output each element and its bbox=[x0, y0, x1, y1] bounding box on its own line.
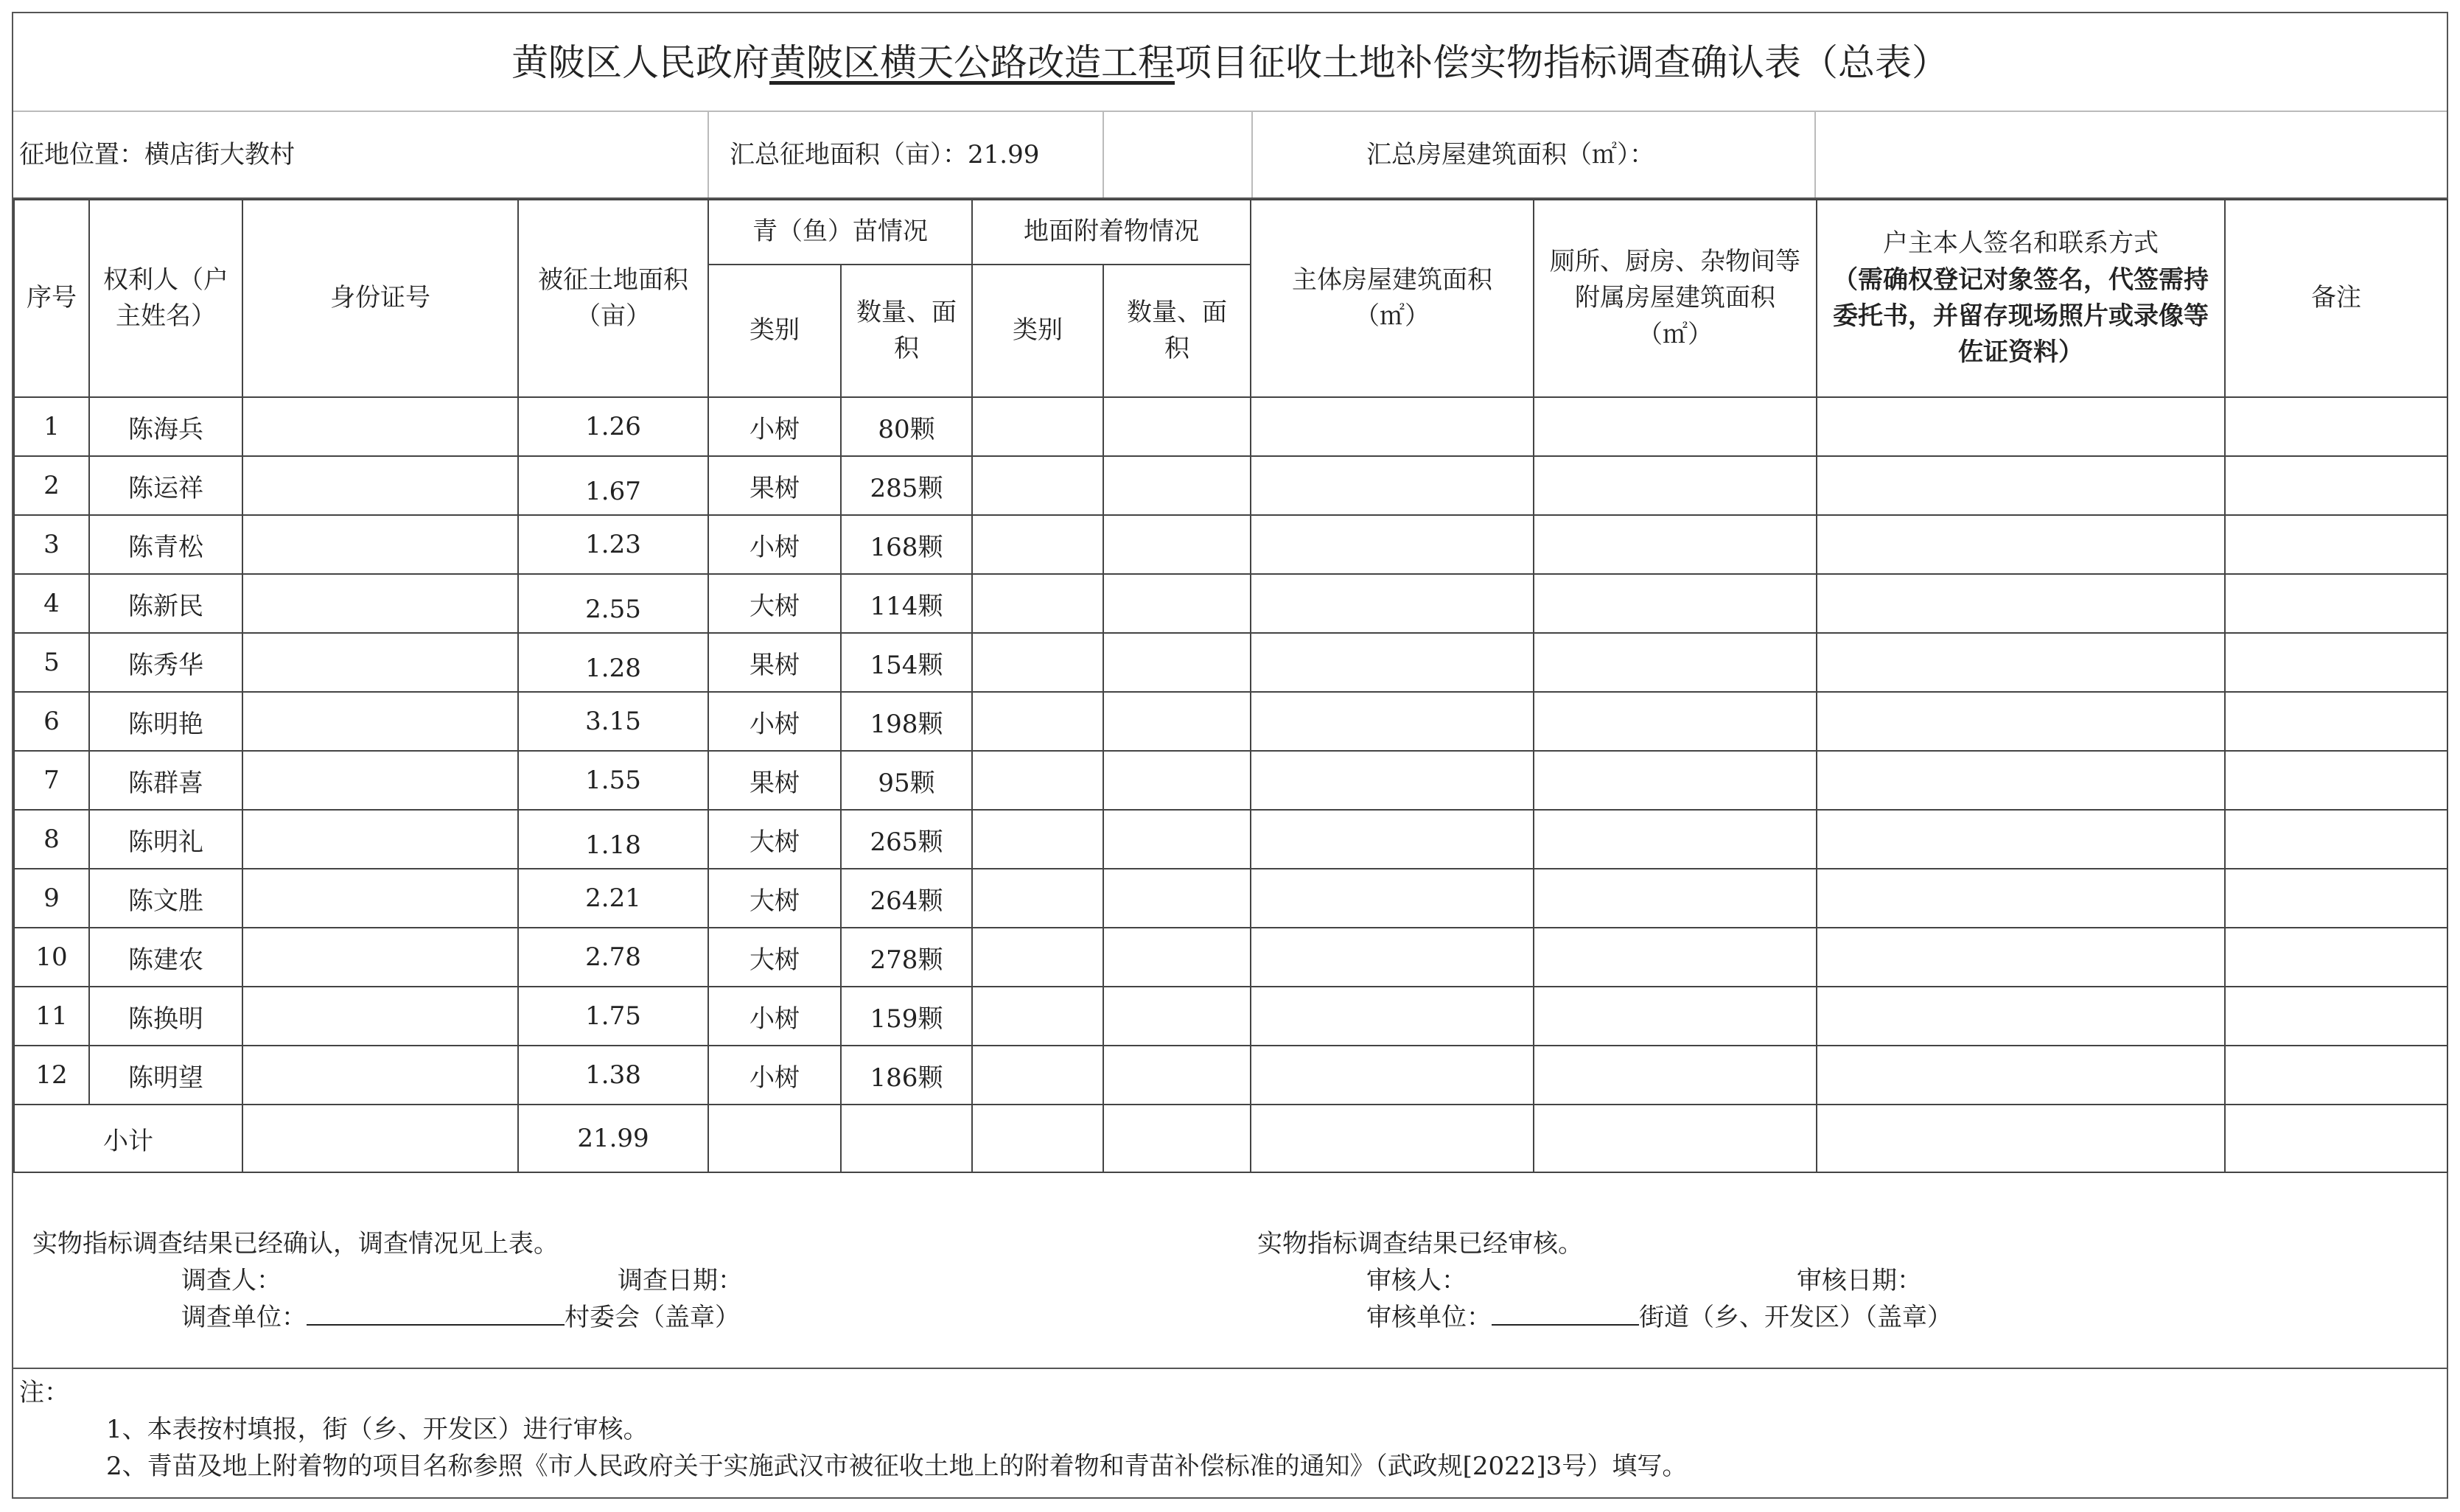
survey-unit-label: 调查单位： bbox=[181, 1303, 307, 1332]
row-id-number bbox=[242, 633, 518, 692]
col-header-no: 序号 bbox=[14, 200, 89, 397]
row-seedling-qty: 80颗 bbox=[841, 397, 972, 456]
land-compensation-table bbox=[13, 199, 2448, 1173]
row-main-house-area bbox=[1251, 869, 1534, 928]
row-no: 2 bbox=[14, 456, 89, 515]
row-owner-name: 陈海兵 bbox=[89, 397, 242, 456]
table-row bbox=[14, 1046, 2447, 1105]
row-no: 9 bbox=[14, 869, 89, 928]
col-header-seedling-qty: 数量、面积 bbox=[841, 265, 972, 397]
row-land-area: 2.55 bbox=[518, 574, 708, 633]
row-signature bbox=[1817, 928, 2225, 987]
row-no: 4 bbox=[14, 574, 89, 633]
total-building-area: 汇总房屋建筑面积（㎡）： bbox=[1366, 140, 1654, 169]
table-row bbox=[14, 928, 2447, 987]
row-id-number bbox=[242, 1046, 518, 1105]
row-attach-qty bbox=[1103, 633, 1251, 692]
row-aux-house-area bbox=[1534, 1046, 1817, 1105]
row-land-area: 1.23 bbox=[518, 515, 708, 574]
row-land-area: 2.78 bbox=[518, 928, 708, 987]
row-attach-kind bbox=[972, 633, 1103, 692]
row-signature bbox=[1817, 574, 2225, 633]
row-owner-name: 陈群喜 bbox=[89, 751, 242, 810]
table-row bbox=[14, 810, 2447, 869]
review-unit-field bbox=[1366, 1297, 1952, 1333]
row-land-area: 1.38 bbox=[518, 1046, 708, 1105]
row-seedling-qty: 95颗 bbox=[841, 751, 972, 810]
notes-section bbox=[13, 1369, 2447, 1499]
row-aux-house-area bbox=[1534, 456, 1817, 515]
col-header-seedling-kind: 类别 bbox=[708, 265, 841, 397]
col-header-seedling: 青（鱼）苗情况 bbox=[708, 200, 972, 265]
row-land-area: 1.67 bbox=[518, 456, 708, 515]
row-remark bbox=[2225, 928, 2447, 987]
title-prefix: 黄陂区人民政府 bbox=[511, 41, 769, 84]
row-aux-house-area bbox=[1534, 869, 1817, 928]
row-attach-kind bbox=[972, 515, 1103, 574]
subtotal-label: 小计 bbox=[14, 1105, 242, 1172]
row-no: 11 bbox=[14, 987, 89, 1046]
row-owner-name: 陈文胜 bbox=[89, 869, 242, 928]
table-row bbox=[14, 515, 2447, 574]
row-no: 6 bbox=[14, 692, 89, 751]
row-attach-kind bbox=[972, 869, 1103, 928]
row-no: 5 bbox=[14, 633, 89, 692]
signature-title: 户主本人签名和联系方式 bbox=[1883, 228, 2159, 259]
row-land-area: 1.28 bbox=[518, 633, 708, 692]
subtotal-area: 21.99 bbox=[518, 1105, 708, 1172]
row-attach-qty bbox=[1103, 751, 1251, 810]
row-owner-name: 陈明望 bbox=[89, 1046, 242, 1105]
row-attach-kind bbox=[972, 456, 1103, 515]
row-attach-qty bbox=[1103, 574, 1251, 633]
survey-unit-field bbox=[181, 1297, 740, 1333]
col-header-main-house: 主体房屋建筑面积（㎡） bbox=[1251, 200, 1534, 397]
row-attach-qty bbox=[1103, 515, 1251, 574]
row-owner-name: 陈明艳 bbox=[89, 692, 242, 751]
table-row bbox=[14, 397, 2447, 456]
row-owner-name: 陈运祥 bbox=[89, 456, 242, 515]
row-seedling-qty: 159颗 bbox=[841, 987, 972, 1046]
row-remark bbox=[2225, 987, 2447, 1046]
row-seedling-kind: 小树 bbox=[708, 1046, 841, 1105]
row-main-house-area bbox=[1251, 987, 1534, 1046]
title-suffix: 项目征收土地补偿实物指标调查确认表（总表） bbox=[1175, 41, 1949, 84]
row-remark bbox=[2225, 692, 2447, 751]
row-seedling-kind: 小树 bbox=[708, 692, 841, 751]
col-header-attach-qty: 数量、面积 bbox=[1103, 265, 1251, 397]
total-land-area: 汇总征地面积（亩）：21.99 bbox=[730, 140, 1040, 169]
row-id-number bbox=[242, 928, 518, 987]
row-id-number bbox=[242, 810, 518, 869]
table-row bbox=[14, 751, 2447, 810]
row-attach-kind bbox=[972, 928, 1103, 987]
row-no: 1 bbox=[14, 397, 89, 456]
row-owner-name: 陈新民 bbox=[89, 574, 242, 633]
review-date-label: 审核日期： bbox=[1797, 1266, 1922, 1295]
row-main-house-area bbox=[1251, 692, 1534, 751]
row-aux-house-area bbox=[1534, 633, 1817, 692]
row-seedling-kind: 果树 bbox=[708, 456, 841, 515]
review-unit-blank bbox=[1492, 1302, 1639, 1326]
row-aux-house-area bbox=[1534, 515, 1817, 574]
street-seal-label: 街道（乡、开发区）（盖章） bbox=[1639, 1303, 1952, 1332]
row-owner-name: 陈秀华 bbox=[89, 633, 242, 692]
row-owner-name: 陈换明 bbox=[89, 987, 242, 1046]
row-signature bbox=[1817, 751, 2225, 810]
col-header-id: 身份证号 bbox=[242, 200, 518, 397]
row-attach-qty bbox=[1103, 692, 1251, 751]
row-land-area: 2.21 bbox=[518, 869, 708, 928]
row-main-house-area bbox=[1251, 751, 1534, 810]
row-remark bbox=[2225, 574, 2447, 633]
row-seedling-qty: 114颗 bbox=[841, 574, 972, 633]
row-attach-qty bbox=[1103, 1046, 1251, 1105]
row-remark bbox=[2225, 633, 2447, 692]
row-aux-house-area bbox=[1534, 810, 1817, 869]
note-item-1: 1、本表按村填报，街（乡、开发区）进行审核。 bbox=[106, 1415, 649, 1444]
row-remark bbox=[2225, 751, 2447, 810]
row-seedling-kind: 大树 bbox=[708, 810, 841, 869]
row-land-area: 1.18 bbox=[518, 810, 708, 869]
row-main-house-area bbox=[1251, 928, 1534, 987]
row-attach-qty bbox=[1103, 810, 1251, 869]
row-signature bbox=[1817, 810, 2225, 869]
row-seedling-qty: 265颗 bbox=[841, 810, 972, 869]
row-seedling-kind: 小树 bbox=[708, 987, 841, 1046]
table-row bbox=[14, 987, 2447, 1046]
row-no: 10 bbox=[14, 928, 89, 987]
col-header-area: 被征土地面积（亩） bbox=[518, 200, 708, 397]
row-id-number bbox=[242, 987, 518, 1046]
land-location: 征地位置：横店街大教村 bbox=[19, 140, 295, 169]
row-remark bbox=[2225, 515, 2447, 574]
col-header-attach-kind: 类别 bbox=[972, 265, 1103, 397]
row-land-area: 1.75 bbox=[518, 987, 708, 1046]
row-seedling-kind: 小树 bbox=[708, 397, 841, 456]
location-summary-row bbox=[13, 112, 2447, 199]
subtotal-id bbox=[242, 1105, 518, 1172]
row-owner-name: 陈明礼 bbox=[89, 810, 242, 869]
row-seedling-qty: 264颗 bbox=[841, 869, 972, 928]
col-header-remark: 备注 bbox=[2225, 200, 2447, 397]
row-main-house-area bbox=[1251, 574, 1534, 633]
row-seedling-qty: 278颗 bbox=[841, 928, 972, 987]
row-signature bbox=[1817, 633, 2225, 692]
row-signature bbox=[1817, 397, 2225, 456]
row-attach-kind bbox=[972, 987, 1103, 1046]
row-land-area: 3.15 bbox=[518, 692, 708, 751]
row-aux-house-area bbox=[1534, 574, 1817, 633]
row-seedling-kind: 小树 bbox=[708, 515, 841, 574]
row-aux-house-area bbox=[1534, 692, 1817, 751]
col-header-signature bbox=[1817, 200, 2225, 397]
survey-form bbox=[12, 12, 2448, 1499]
row-aux-house-area bbox=[1534, 928, 1817, 987]
note-item-2: 2、青苗及地上附着物的项目名称参照《市人民政府关于实施武汉市被征收土地上的附着物和青苗补偿标准的通知》（武政规[2022]3号）填写。 bbox=[106, 1452, 1688, 1481]
row-signature bbox=[1817, 869, 2225, 928]
row-id-number bbox=[242, 456, 518, 515]
survey-date-label: 调查日期： bbox=[618, 1266, 743, 1295]
row-attach-kind bbox=[972, 574, 1103, 633]
row-seedling-qty: 198颗 bbox=[841, 692, 972, 751]
row-land-area: 1.26 bbox=[518, 397, 708, 456]
table-row bbox=[14, 633, 2447, 692]
signature-note: （需确权登记对象签名，代签需持委托书，并留存现场照片或录像等佐证资料） bbox=[1833, 265, 2209, 368]
row-attach-kind bbox=[972, 692, 1103, 751]
row-no: 7 bbox=[14, 751, 89, 810]
row-seedling-qty: 168颗 bbox=[841, 515, 972, 574]
row-remark bbox=[2225, 869, 2447, 928]
row-seedling-kind: 大树 bbox=[708, 869, 841, 928]
col-header-owner: 权利人（户主姓名） bbox=[89, 200, 242, 397]
row-id-number bbox=[242, 515, 518, 574]
row-no: 3 bbox=[14, 515, 89, 574]
village-seal-label: 村委会（盖章） bbox=[565, 1303, 740, 1332]
row-id-number bbox=[242, 692, 518, 751]
table-row bbox=[14, 869, 2447, 928]
row-id-number bbox=[242, 751, 518, 810]
title-project-name: 黄陂区横天公路改造工程 bbox=[769, 41, 1175, 84]
row-seedling-qty: 186颗 bbox=[841, 1046, 972, 1105]
table-row bbox=[14, 574, 2447, 633]
row-aux-house-area bbox=[1534, 751, 1817, 810]
row-remark bbox=[2225, 1046, 2447, 1105]
row-attach-qty bbox=[1103, 869, 1251, 928]
row-attach-qty bbox=[1103, 456, 1251, 515]
row-attach-qty bbox=[1103, 397, 1251, 456]
row-main-house-area bbox=[1251, 810, 1534, 869]
row-attach-qty bbox=[1103, 987, 1251, 1046]
row-remark bbox=[2225, 456, 2447, 515]
table-row bbox=[14, 692, 2447, 751]
row-aux-house-area bbox=[1534, 987, 1817, 1046]
row-owner-name: 陈青松 bbox=[89, 515, 242, 574]
review-unit-label: 审核单位： bbox=[1366, 1303, 1492, 1332]
row-land-area: 1.55 bbox=[518, 751, 708, 810]
col-header-aux-house: 厕所、厨房、杂物间等附属房屋建筑面积（㎡） bbox=[1534, 200, 1817, 397]
row-seedling-kind: 果树 bbox=[708, 633, 841, 692]
row-remark bbox=[2225, 397, 2447, 456]
row-signature bbox=[1817, 1046, 2225, 1105]
row-main-house-area bbox=[1251, 633, 1534, 692]
survey-confirm-statement: 实物指标调查结果已经确认，调查情况见上表。 bbox=[32, 1229, 559, 1259]
row-main-house-area bbox=[1251, 397, 1534, 456]
col-header-attachments: 地面附着物情况 bbox=[972, 200, 1251, 265]
row-main-house-area bbox=[1251, 1046, 1534, 1105]
row-no: 8 bbox=[14, 810, 89, 869]
row-no: 12 bbox=[14, 1046, 89, 1105]
row-aux-house-area bbox=[1534, 397, 1817, 456]
row-main-house-area bbox=[1251, 515, 1534, 574]
row-signature bbox=[1817, 456, 2225, 515]
row-seedling-qty: 285颗 bbox=[841, 456, 972, 515]
page-title bbox=[13, 13, 2447, 112]
row-signature bbox=[1817, 987, 2225, 1046]
row-remark bbox=[2225, 810, 2447, 869]
row-attach-qty bbox=[1103, 928, 1251, 987]
investigator-label: 调查人： bbox=[181, 1266, 282, 1295]
row-attach-kind bbox=[972, 1046, 1103, 1105]
row-id-number bbox=[242, 869, 518, 928]
row-owner-name: 陈建农 bbox=[89, 928, 242, 987]
row-attach-kind bbox=[972, 810, 1103, 869]
table-row bbox=[14, 456, 2447, 515]
reviewer-label: 审核人： bbox=[1366, 1266, 1467, 1295]
row-seedling-kind: 大树 bbox=[708, 574, 841, 633]
row-id-number bbox=[242, 397, 518, 456]
row-main-house-area bbox=[1251, 456, 1534, 515]
row-attach-kind bbox=[972, 397, 1103, 456]
survey-unit-blank bbox=[307, 1302, 565, 1326]
row-attach-kind bbox=[972, 751, 1103, 810]
row-seedling-qty: 154颗 bbox=[841, 633, 972, 692]
row-signature bbox=[1817, 692, 2225, 751]
review-statement: 实物指标调查结果已经审核。 bbox=[1257, 1229, 1583, 1259]
row-id-number bbox=[242, 574, 518, 633]
confirmation-section bbox=[13, 1177, 2447, 1369]
row-seedling-kind: 果树 bbox=[708, 751, 841, 810]
row-signature bbox=[1817, 515, 2225, 574]
notes-label: 注： bbox=[19, 1378, 69, 1407]
row-seedling-kind: 大树 bbox=[708, 928, 841, 987]
